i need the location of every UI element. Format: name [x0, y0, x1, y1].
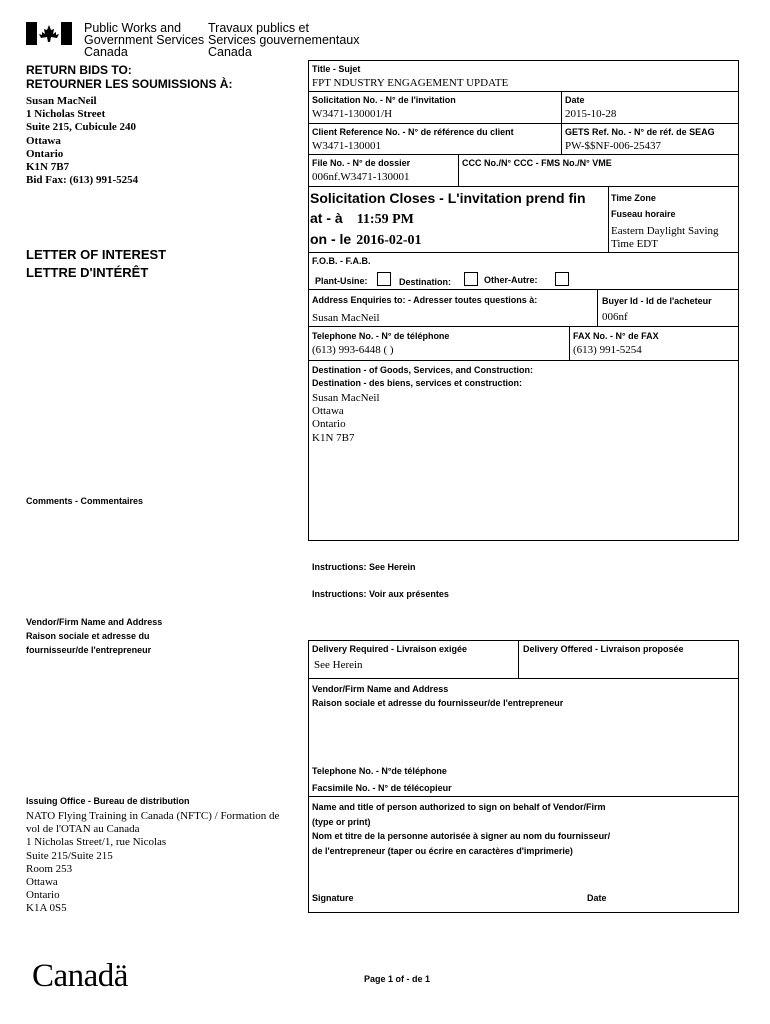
plant-label: Plant-Usine: — [315, 276, 368, 286]
buyer-id-label: Buyer Id - Id de l'acheteur — [602, 296, 712, 306]
file-no-label: File No. - N° de dossier — [312, 158, 411, 168]
document-title: LETTER OF INTEREST LETTRE D'INTÉRÊT — [26, 247, 167, 280]
page-number: Page 1 of - de 1 — [364, 974, 431, 984]
canada-flag-icon — [26, 22, 72, 45]
gets-ref-label: GETS Ref. No. - N° de réf. de SEAG — [565, 127, 715, 137]
destination-checkbox[interactable] — [464, 272, 478, 286]
vendor-telephone-label: Telephone No. - N°de téléphone — [312, 766, 447, 776]
return-bids-title: RETURN BIDS TO: RETOURNER LES SOUMISSIONS À: — [26, 63, 233, 91]
fax-value: (613) 991-5254 — [573, 344, 642, 356]
date-value: 2015-10-28 — [565, 108, 617, 120]
address-enquiries-label: Address Enquiries to: - Adresser toutes questions à: — [312, 295, 538, 305]
authorized-signer-label: Name and title of person authorized to sign on behalf of Vendor/Firm (type or print) Nom et titre de la personne autorisée à signer au nom du fournisseur/ de l'entrepreneur (taper ou écrire en caractères d'imprimerie) — [312, 802, 611, 856]
instructions-en: Instructions: See Herein — [312, 562, 416, 572]
client-ref-label: Client Reference No. - N° de référence du client — [312, 127, 514, 137]
file-no-value: 006nf.W3471-130001 — [312, 171, 410, 183]
delivery-required-value: See Herein — [314, 659, 363, 671]
destination-label: Destination - of Goods, Services, and Construction: Destination - des biens, services et construction: — [312, 365, 534, 388]
instructions-fr: Instructions: Voir aux présentes — [312, 589, 449, 599]
destination-fob-label: Destination: — [399, 277, 452, 287]
delivery-required-label: Delivery Required - Livraison exigée — [312, 644, 468, 654]
vendor-facsimile-label: Facsimile No. - N° de télécopieur — [312, 783, 452, 793]
gets-ref-value: PW-$$NF-006-25437 — [565, 140, 661, 152]
issuing-office-address: NATO Flying Training in Canada (NFTC) / Formation de vol de l'OTAN au Canada 1 Nicholas Street/1, rue Nicolas Suite 215/Suite 215 Room 253 Ottawa Ontario K1A 0S5 — [26, 810, 280, 915]
comments-label: Comments - Commentaires — [26, 496, 144, 506]
buyer-id-value: 006nf — [602, 311, 628, 323]
telephone-value: (613) 993-6448 ( ) — [312, 344, 394, 356]
destination-address: Susan MacNeil Ottawa Ontario K1N 7B7 — [312, 392, 380, 444]
plant-checkbox[interactable] — [377, 272, 391, 286]
vendor-firm-label: Vendor/Firm Name and Address Raison sociale et adresse du fournisseur/de l'entrepreneur — [26, 617, 163, 655]
solicitation-no-label: Solicitation No. - N° de l'invitation — [312, 95, 456, 105]
vendor-address-label: Vendor/Firm Name and Address Raison sociale et adresse du fournisseur/de l'entrepreneur — [312, 684, 564, 708]
solicitation-no-value: W3471-130001/H — [312, 108, 393, 120]
other-checkbox[interactable] — [555, 272, 569, 286]
delivery-offered-label: Delivery Offered - Livraison proposée — [523, 644, 684, 654]
ccc-no-label: CCC No./N° CCC - FMS No./N° VME — [462, 158, 612, 168]
other-label: Other-Autre: — [484, 275, 538, 285]
closes-on: on - le 2016-02-01 — [310, 231, 422, 248]
fob-label: F.O.B. - F.A.B. — [312, 256, 371, 266]
telephone-label: Telephone No. - N° de téléphone — [312, 331, 450, 341]
solicitation-closes-title: Solicitation Closes - L'invitation prend fin — [310, 190, 586, 206]
canada-wordmark: Canadä — [32, 958, 128, 994]
address-enquiries-value: Susan MacNeil — [312, 312, 380, 324]
signature-label: Signature — [312, 893, 354, 903]
title-value: FPT NDUSTRY ENGAGEMENT UPDATE — [312, 77, 509, 89]
time-zone-value: Eastern Daylight Saving Time EDT — [611, 225, 719, 250]
department-name-fr: Travaux publics et Services gouvernementaux Canada — [208, 21, 360, 59]
fax-label: FAX No. - N° de FAX — [573, 331, 659, 341]
department-name-en: Public Works and Government Services Canada — [84, 21, 205, 59]
issuing-office-label: Issuing Office - Bureau de distribution — [26, 796, 190, 806]
return-bids-address: Susan MacNeil 1 Nicholas Street Suite 215, Cubicule 240 Ottawa Ontario K1N 7B7 Bid Fax: (613) 991-5254 — [26, 95, 139, 187]
fuseau-horaire-label: Fuseau horaire — [611, 209, 676, 219]
title-label: Title - Sujet — [312, 64, 361, 74]
time-zone-label: Time Zone — [611, 193, 656, 203]
signature-date-label: Date — [587, 893, 607, 903]
client-ref-value: W3471-130001 — [312, 140, 382, 152]
closes-at: at - à 11:59 PM — [310, 210, 414, 227]
date-label: Date — [565, 95, 585, 105]
